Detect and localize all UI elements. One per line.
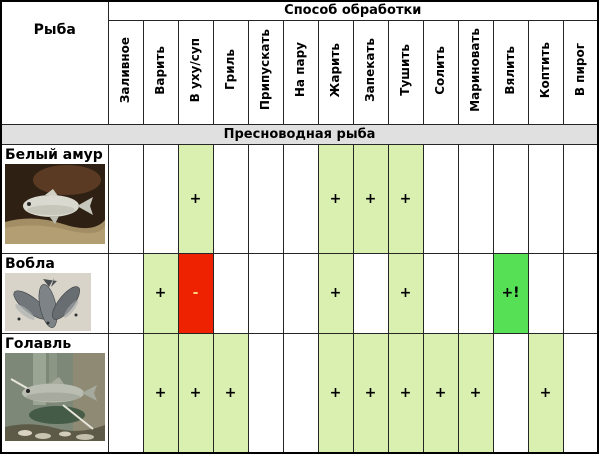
fish-row	[1, 144, 598, 253]
result-cell	[283, 333, 318, 453]
result-cell	[108, 253, 143, 333]
header-row-top	[1, 1, 598, 20]
result-cell	[108, 333, 143, 453]
method-column-label: Жарить	[328, 42, 343, 98]
result-cell: +	[213, 333, 248, 453]
result-cell	[423, 144, 458, 253]
fish-info-cell	[1, 144, 108, 253]
fish-name: Голавль	[5, 335, 72, 352]
result-cell: -	[178, 253, 213, 333]
result-cell	[458, 144, 493, 253]
method-column-header-7	[318, 20, 353, 124]
method-column-label: Варить	[153, 45, 168, 95]
method-column-label: Мариновать	[468, 28, 483, 112]
methods-group-header: Способ обработки	[108, 1, 598, 20]
method-column-header-9	[388, 20, 423, 124]
method-column-label: Вялить	[503, 45, 518, 95]
result-cell	[213, 253, 248, 333]
method-column-header-5	[248, 20, 283, 124]
method-column-header-1	[108, 20, 143, 124]
result-cell: +	[143, 333, 178, 453]
method-column-label: В пирог	[572, 43, 587, 97]
result-cell	[563, 333, 598, 453]
method-column-label: Солить	[433, 45, 448, 95]
result-cell: +	[353, 333, 388, 453]
fish-info-cell	[1, 333, 108, 453]
result-cell	[353, 253, 388, 333]
method-column-label: Гриль	[223, 49, 238, 91]
result-cell: +	[178, 144, 213, 253]
result-cell	[423, 253, 458, 333]
result-cell: +	[318, 333, 353, 453]
fish-row	[1, 333, 598, 453]
result-cell	[493, 333, 528, 453]
result-cell: +	[458, 333, 493, 453]
result-cell	[248, 333, 283, 453]
section-row	[1, 124, 598, 144]
result-cell	[493, 144, 528, 253]
method-column-header-3	[178, 20, 213, 124]
fish-column-header: Рыба	[1, 1, 108, 124]
result-cell	[248, 253, 283, 333]
method-column-header-12	[493, 20, 528, 124]
result-cell: +	[353, 144, 388, 253]
method-column-header-2	[143, 20, 178, 124]
result-cell	[248, 144, 283, 253]
method-column-label: На пару	[293, 42, 308, 98]
method-column-label: В уху/суп	[188, 37, 203, 103]
result-cell: +	[388, 253, 423, 333]
method-column-header-13	[528, 20, 563, 124]
method-column-label: Запекать	[363, 38, 378, 102]
result-cell: +	[388, 333, 423, 453]
result-cell: +	[528, 333, 563, 453]
grass-carp-photo	[2, 164, 108, 244]
result-cell	[458, 253, 493, 333]
method-column-label: Коптить	[538, 41, 553, 99]
method-column-header-11	[458, 20, 493, 124]
result-cell	[108, 144, 143, 253]
result-cell: +	[423, 333, 458, 453]
result-cell	[563, 253, 598, 333]
fish-row	[1, 253, 598, 333]
chub-photo	[2, 353, 108, 441]
method-column-header-10	[423, 20, 458, 124]
method-column-header-8	[353, 20, 388, 124]
method-column-header-14	[563, 20, 598, 124]
method-column-label: Заливное	[118, 36, 133, 104]
result-cell: +	[318, 253, 353, 333]
result-cell: +	[388, 144, 423, 253]
method-column-label: Тушить	[398, 44, 413, 96]
fish-name: Белый амур	[5, 146, 103, 163]
result-cell	[213, 144, 248, 253]
result-cell	[283, 253, 318, 333]
result-cell	[143, 144, 178, 253]
result-cell	[563, 144, 598, 253]
result-cell: +	[143, 253, 178, 333]
result-cell: +	[178, 333, 213, 453]
fish-info-cell	[1, 253, 108, 333]
result-cell: +!	[493, 253, 528, 333]
result-cell	[528, 144, 563, 253]
method-column-header-4	[213, 20, 248, 124]
method-column-header-6	[283, 20, 318, 124]
dried-vobla-photo	[2, 273, 108, 331]
method-column-label: Припускать	[258, 29, 273, 111]
result-cell	[283, 144, 318, 253]
fish-name: Вобла	[5, 255, 55, 272]
result-cell: +	[318, 144, 353, 253]
result-cell	[528, 253, 563, 333]
section-header-freshwater-fish: Пресноводная рыба	[1, 124, 598, 144]
